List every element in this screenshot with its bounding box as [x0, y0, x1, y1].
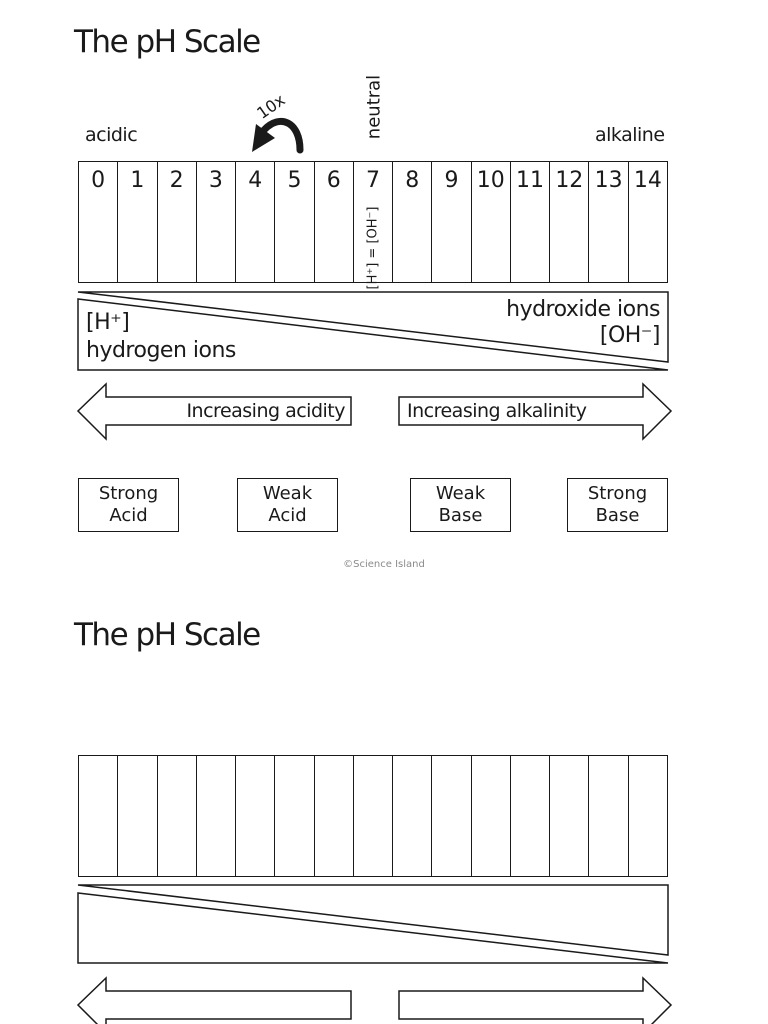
ph-cell-11: 11: [510, 161, 549, 283]
blank-acidity-arrow-icon: [78, 978, 351, 1024]
ph-cell-13: 13: [588, 161, 627, 283]
alkaline-label: alkaline: [595, 124, 665, 146]
acidic-label: acidic: [85, 124, 138, 146]
box-line: Base: [595, 505, 640, 526]
strong-base-box: [567, 478, 668, 532]
blank-ph-cell: [588, 755, 627, 877]
curved-arrow-icon: [264, 121, 300, 150]
ph-number-7: 7: [365, 168, 380, 193]
blank-ph-cell: [353, 755, 392, 877]
ph-scale: [78, 161, 668, 290]
box-line: Weak: [435, 483, 486, 504]
ph-cell-2: 2: [157, 161, 196, 283]
blank-ph-cell: [471, 755, 510, 877]
ph-cell-8: 8: [392, 161, 431, 283]
box-line: Base: [438, 505, 483, 526]
alkalinity-arrow-label: Increasing alkalinity: [407, 400, 587, 422]
ph-cell-0: 0: [78, 161, 117, 283]
equal-concentration-label: [H⁺] = [OH⁻]: [365, 206, 381, 290]
hydroxide-label: hydroxide ions: [506, 297, 660, 322]
hydrogen-label: hydrogen ions: [86, 338, 236, 363]
box-line: Acid: [268, 505, 307, 526]
ph-cell-6: 6: [314, 161, 353, 283]
blank-concentration-wedges: [78, 885, 668, 963]
box-line: Weak: [262, 483, 313, 504]
neutral-label: neutral: [363, 74, 385, 140]
ph-cell-12: 12: [549, 161, 588, 283]
box-line: Strong: [587, 483, 648, 504]
hydrogen-symbol: [H⁺]: [86, 310, 130, 335]
blank-ph-cell: [549, 755, 588, 877]
blank-ph-cell: [274, 755, 313, 877]
blank-ph-cell: [431, 755, 470, 877]
ph-cell-10: 10: [471, 161, 510, 283]
acidity-arrow-label: Increasing acidity: [186, 400, 345, 422]
blank-alkalinity-arrow-icon: [399, 978, 671, 1024]
blank-worksheet-title: The pH Scale: [74, 617, 260, 653]
ten-times-label: 10x: [253, 90, 289, 123]
ph-cell-14: 14: [628, 161, 668, 283]
blank-ph-cell: [510, 755, 549, 877]
blank-ph-scale: [78, 755, 668, 877]
ph-cell-3: 3: [196, 161, 235, 283]
ph-cell-7: [353, 161, 392, 290]
blank-ph-cell: [157, 755, 196, 877]
box-line: Acid: [109, 505, 148, 526]
ph-cell-4: 4: [235, 161, 274, 283]
ph-cell-5: 5: [274, 161, 313, 283]
blank-ph-cell: [628, 755, 668, 877]
blank-ph-cell: [235, 755, 274, 877]
weak-acid-box: [237, 478, 338, 532]
blank-ph-cell: [196, 755, 235, 877]
ph-cell-1: 1: [117, 161, 156, 283]
blank-ph-cell: [78, 755, 117, 877]
copyright-notice: ©Science Island: [343, 559, 425, 570]
page-title: The pH Scale: [74, 24, 260, 60]
box-line: Strong: [98, 483, 159, 504]
ph-cell-9: 9: [431, 161, 470, 283]
weak-base-box: [410, 478, 511, 532]
strong-acid-box: [78, 478, 179, 532]
blank-ph-cell: [117, 755, 156, 877]
blank-ph-cell: [392, 755, 431, 877]
curved-arrow-head-icon: [252, 124, 275, 152]
hydroxide-symbol: [OH⁻]: [599, 323, 660, 348]
blank-ph-cell: [314, 755, 353, 877]
